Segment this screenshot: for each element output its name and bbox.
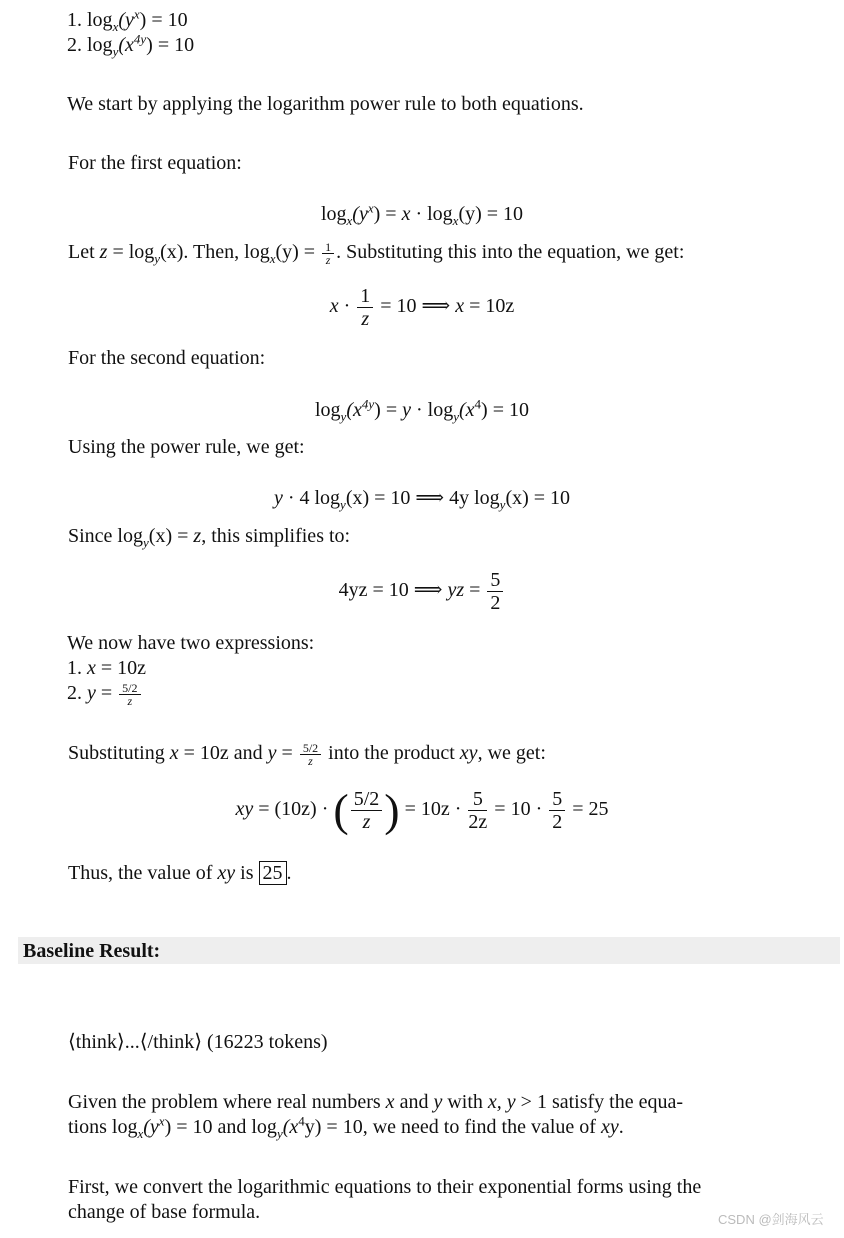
power-rule-line: Using the power rule, we get: — [68, 436, 305, 458]
equation-list-item-2: 2. $\log_y(x^{4y}) = 10$ — [67, 31, 195, 59]
first-equation-label: For the first equation: — [68, 152, 242, 174]
display-equation-1: $\log_x(y^x) = x \cdot \log_x(y) = 10$ — [320, 200, 524, 228]
equation-list-item-1: 1. $\log_x(y^x) = 10$ — [67, 6, 188, 34]
expression-2: 2. y = $\frac{5/2}{z}$ — [67, 681, 143, 707]
first-paragraph-line-1: First, we convert the logarithmic equations to their exponential forms using the — [68, 1176, 702, 1198]
given-paragraph-line-2: tions $\log_x(y^x) = 10$ and $\log_y(x^4y) = 10$, we need to find the value of xy. — [68, 1113, 624, 1141]
substitution-line: Substituting x = 10z and y = $\frac{5/2}{z}$ into the product xy, we get: — [68, 740, 546, 768]
think-token-line: ⟨think⟩...⟨/think⟩ (16223 tokens) — [68, 1031, 328, 1053]
watermark: CSDN @剑海风云 — [718, 1212, 824, 1227]
display-equation-6: xy = (10z) · ( $\frac{5/2}{z}$ ) = 10z · $\frac{5}{2z}$ = 10 · $\frac{5}{2}$ = 25 — [235, 784, 609, 836]
second-equation-label: For the second equation: — [68, 347, 266, 369]
since-line: Since $\log_y(x) = z$, this simplifies to: — [68, 525, 351, 550]
intro-paragraph: We start by applying the logarithm power rule to both equations. — [67, 93, 584, 115]
expression-1: 1. x = 10z — [67, 657, 147, 679]
two-expressions-label: We now have two expressions: — [67, 632, 315, 654]
boxed-answer: 25 — [259, 861, 287, 885]
section-title: Baseline Result: — [23, 940, 161, 962]
first-paragraph-line-2: change of base formula. — [68, 1201, 261, 1223]
given-paragraph-line-1: Given the problem where real numbers x and y with x, y > 1 satisfy the equa- — [68, 1091, 684, 1113]
display-equation-5: 4yz = 10 ⟹ yz = $\frac{5}{2}$ — [0, 567, 844, 614]
display-equation-4: y · 4 $\log_y(x) = 10$ ⟹ 4y $\log_y(x) = 10$ — [273, 487, 571, 512]
display-equation-3: $\log_y(x^{4y}) = y \cdot \log_y(x^4) = 10$ — [314, 396, 529, 424]
let-substitution-line: Let $z = \log_y(x)$. Then, $\log_x(y)$ = $\frac{1}{z}$ . Substituting this into the equation, we get: — [68, 239, 685, 267]
conclusion-line: Thus, the value of xy is 25 . — [68, 862, 292, 884]
display-equation-2: x · $\frac{1}{z}$ = 10 ⟹ x = 10z — [329, 284, 515, 330]
